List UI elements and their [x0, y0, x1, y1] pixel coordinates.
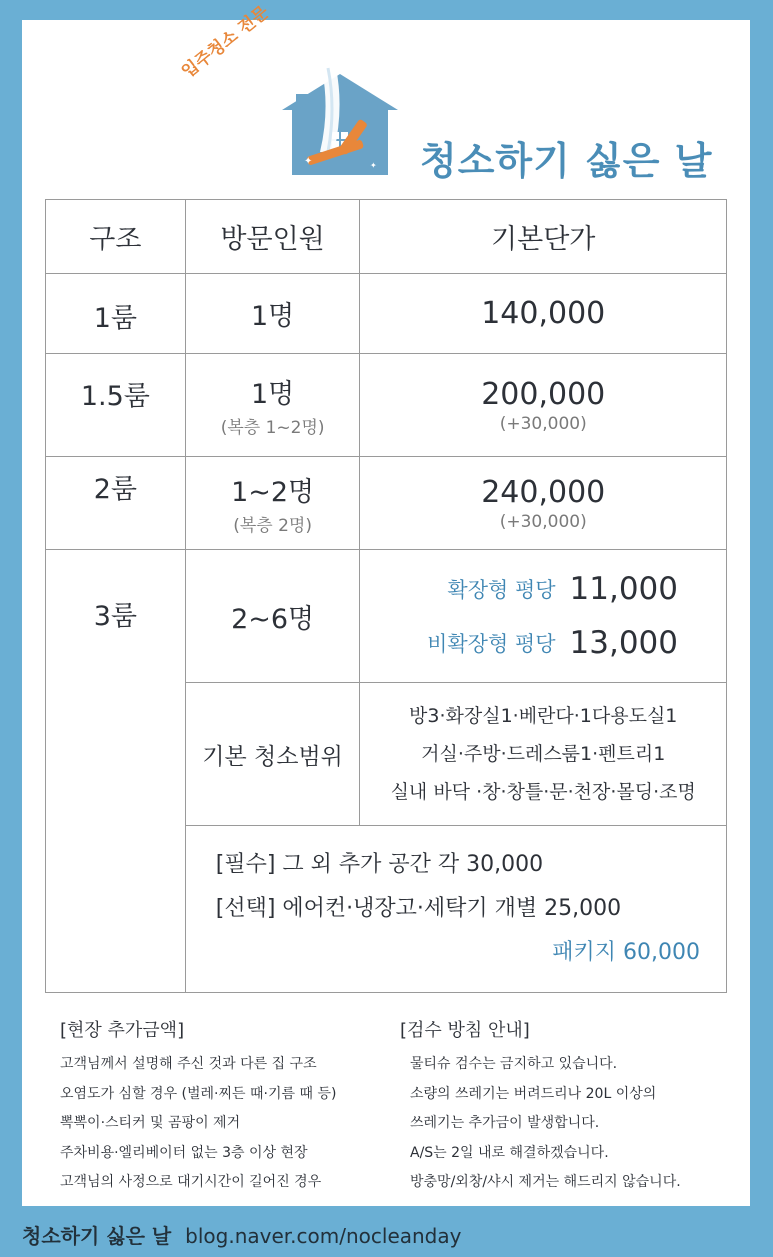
nonexpanded-price: 13,000 — [569, 625, 678, 661]
notes-title: [현장 추가금액] — [60, 1020, 185, 1041]
room-type: 2룸 — [93, 474, 137, 505]
nonexpanded-unit-price — [360, 625, 726, 661]
staff-count: 1~2명 — [231, 477, 315, 508]
svg-text:✦: ✦ — [304, 156, 313, 167]
note-line: 뽁뽁이·스티커 및 곰팡이 제거 — [60, 1115, 241, 1131]
table-row — [46, 354, 727, 457]
footer-url[interactable]: blog.naver.com/nocleanday — [185, 1224, 462, 1248]
nonexpanded-label: 비확장형 평당 — [427, 632, 556, 656]
table-row — [46, 274, 727, 354]
brand-title: 청소하기 싫은 날 — [420, 139, 713, 183]
staff-count: 1명 — [250, 379, 295, 410]
note-line: 방충망/외창/샤시 제거는 해드리지 않습니다. — [410, 1174, 681, 1190]
price-note: (+30,000) — [499, 511, 587, 532]
footer-brand: 청소하기 싫은 날 — [22, 1224, 172, 1248]
note-line: 물티슈 검수는 금지하고 있습니다. — [410, 1056, 618, 1072]
scope-line: 거실·주방·드레스룸1·펜트리1 — [421, 743, 666, 765]
room-type: 1.5룸 — [80, 381, 150, 412]
scope-label: 기본 청소범위 — [202, 743, 343, 770]
staff-count: 2~6명 — [231, 603, 315, 635]
note-line: 쓰레기는 추가금이 발생합니다. — [410, 1115, 600, 1131]
staff-count: 1명 — [250, 301, 295, 332]
tagline-arc: 입주청소 전문 — [178, 2, 273, 83]
base-price: 200,000 — [481, 376, 606, 412]
house-squeegee-logo-icon — [270, 60, 410, 180]
extra-required: [필수] 그 외 추가 공간 각 30,000 — [215, 852, 544, 877]
note-line: 오염도가 심할 경우 (벌레·찌든 때·기름 때 등) — [60, 1085, 337, 1102]
table-row — [46, 550, 727, 683]
scope-line: 실내 바닥 ·창·창틀·문·천장·몰딩·조명 — [390, 781, 696, 803]
scope-line: 방3·화장실1·베란다·1다용도실1 — [409, 705, 678, 727]
expanded-label: 확장형 평당 — [447, 578, 556, 602]
room-type: 1룸 — [93, 303, 137, 334]
note-line: 주차비용·엘리베이터 없는 3층 이상 현장 — [60, 1144, 308, 1161]
notes-title: [검수 방침 안내] — [400, 1020, 530, 1041]
price-note: (+30,000) — [499, 413, 587, 434]
extra-charges-notes — [60, 1016, 336, 1198]
footer — [22, 1220, 461, 1249]
staff-note: (복층 2명) — [233, 516, 312, 536]
base-price: 240,000 — [481, 474, 606, 510]
note-line: 소량의 쓰레기는 버려드리나 20L 이상의 — [410, 1085, 657, 1102]
package-price: 패키지 60,000 — [552, 940, 700, 965]
note-line: A/S는 2일 내로 해결하겠습니다. — [410, 1144, 609, 1161]
staff-note: (복층 1~2명) — [220, 418, 325, 438]
svg-text:✦: ✦ — [370, 161, 377, 170]
header-staff: 방문인원 — [185, 200, 360, 274]
price-table — [45, 199, 727, 993]
expanded-price: 11,000 — [569, 571, 678, 607]
expanded-unit-price — [360, 571, 726, 607]
extra-optional: [선택] 에어컨·냉장고·세탁기 개별 25,000 — [215, 896, 622, 921]
header-structure: 구조 — [46, 200, 186, 274]
inspection-policy-notes — [400, 1016, 681, 1198]
header-price: 기본단가 — [360, 200, 727, 274]
table-header-row — [46, 200, 727, 274]
note-line: 고객님께서 설명해 주신 것과 다른 집 구조 — [60, 1056, 317, 1072]
note-line: 고객님의 사정으로 대기시간이 길어진 경우 — [60, 1174, 322, 1190]
room-type: 3룸 — [93, 601, 137, 632]
table-row — [46, 457, 727, 550]
base-price: 140,000 — [481, 296, 606, 331]
